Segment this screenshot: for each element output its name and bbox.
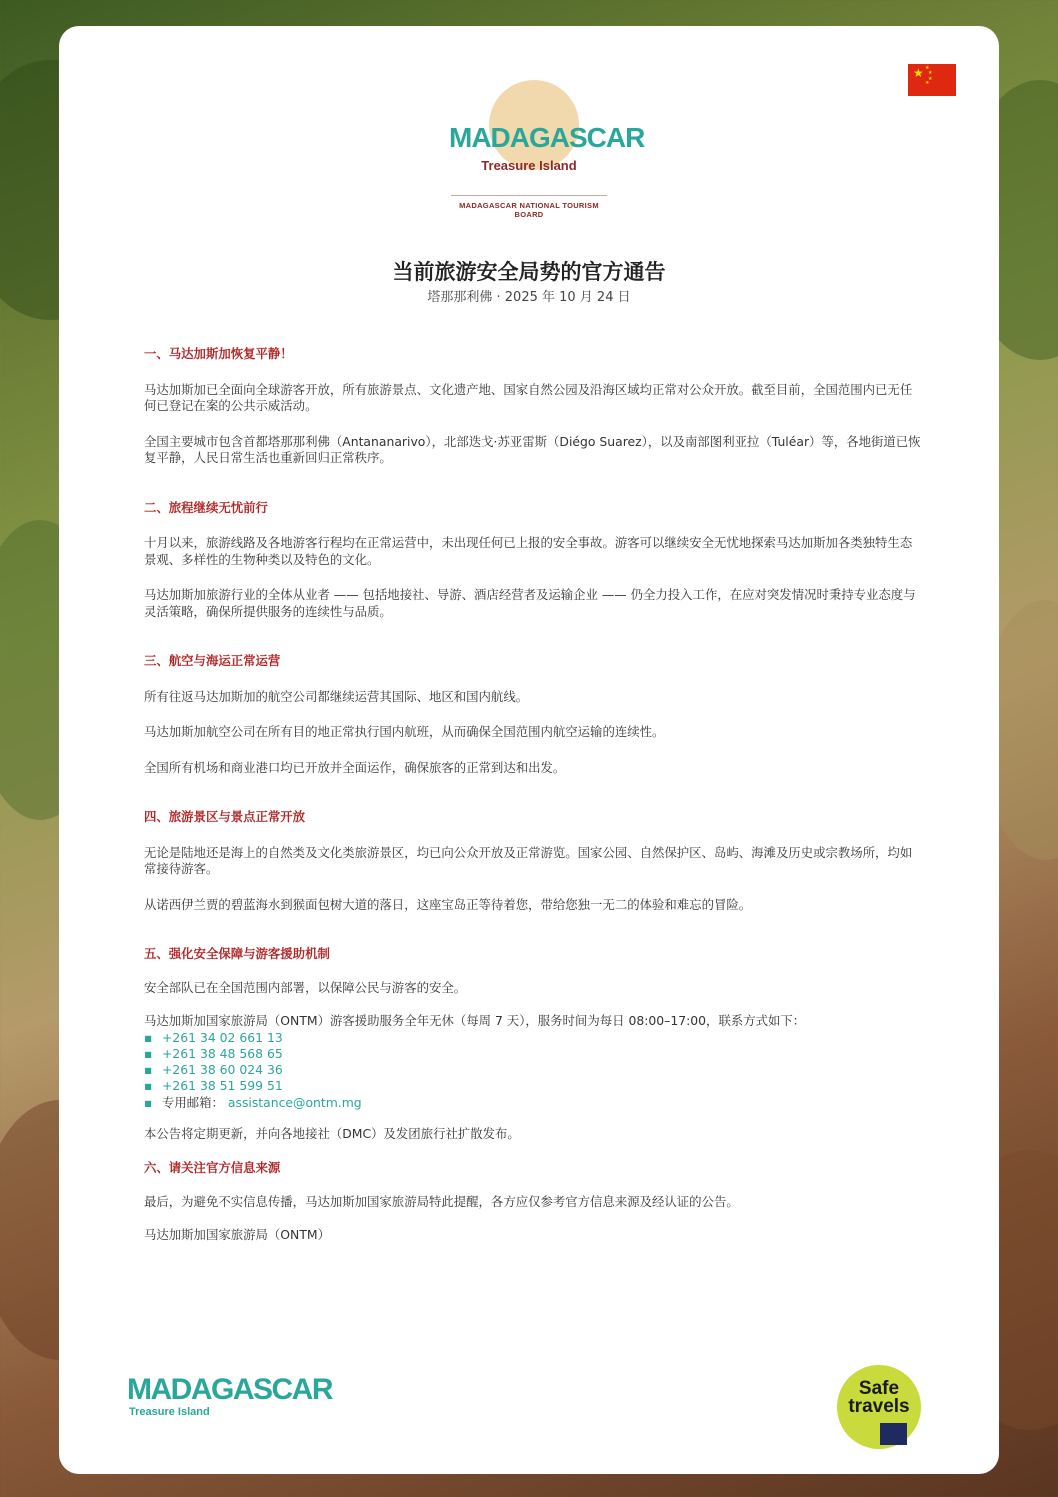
phone-number-link[interactable]: ▪ +261 38 51 599 51 — [144, 1078, 924, 1094]
contact-list — [144, 1030, 924, 1111]
safe-badge-line2: travels — [848, 1396, 910, 1417]
paragraph: 最后，为避免不实信息传播，马达加斯加国家旅游局特此提醒，各方应仅参考官方信息来源及经认证的公告。 — [144, 1193, 739, 1209]
paragraph: 全国主要城市包含首都塔那那利佛（Antananarivo），北部迭戈·苏亚雷斯（Diégo Suarez），以及南部图利亚拉（Tuléar）等，各地街道已恢复平静，人民日常生活也重新回归正常秩序。 — [144, 433, 921, 465]
section-heading: 六、请关注官方信息来源 — [144, 1160, 281, 1176]
section-heading: 四、旅游景区与景点正常开放 — [144, 809, 306, 824]
paragraph: 马达加斯加国家旅游局（ONTM）游客援助服务全年无休（每周 7 天），服务时间为每日 08:00–17:00，联系方式如下： — [144, 1013, 806, 1028]
email-item — [144, 1095, 924, 1111]
wttc-stamp-icon — [880, 1423, 907, 1445]
paragraph: 全国所有机场和商业港口均已开放并全面运作，确保旅客的正常到达和出发。 — [144, 759, 566, 775]
paragraph: 从诺西伊兰贾的碧蓝海水到猴面包树大道的落日，这座宝岛正等待着您，带给您独一无二的体验和难忘的冒险。 — [144, 896, 752, 912]
section-1 — [144, 346, 924, 467]
dateline: 塔那那利佛 · 2025 年 10 月 24 日 — [427, 290, 631, 305]
paragraph: 马达加斯加旅游行业的全体从业者 —— 包括地接社、导游、酒店经营者及运输企业 —— 仍全力投入工作，在应对突发情况时秉持专业态度与灵活策略，确保所提供服务的连续性与品质。 — [144, 587, 916, 619]
email-label: 专用邮箱： — [162, 1094, 224, 1110]
china-flag-icon: ★ ★ ★ ★ ★ — [908, 64, 956, 96]
section-5 — [144, 946, 924, 1142]
logo-board-name: MADAGASCAR NATIONAL TOURISM BOARD — [459, 201, 599, 219]
section-2 — [144, 500, 924, 621]
logo-divider — [451, 195, 607, 196]
logo-tagline: Treasure Island — [481, 158, 577, 173]
section-heading: 五、强化安全保障与游客援助机制 — [144, 946, 330, 961]
paragraph: 本公告将定期更新，并向各地接社（DMC）及发团旅行社扩散发布。 — [144, 1125, 520, 1141]
section-6 — [144, 1160, 924, 1244]
madagascar-logo — [449, 70, 645, 240]
paragraph: 安全部队已在全国范围内部署，以保障公民与游客的安全。 — [144, 979, 467, 995]
section-heading: 一、马达加斯加恢复平静！ — [144, 346, 293, 361]
paragraph: 所有往返马达加斯加的航空公司都继续运营其国际、地区和国内航线。 — [144, 688, 529, 704]
safe-badge-line1: Safe — [858, 1378, 900, 1399]
safe-travels-badge — [837, 1365, 921, 1449]
footer-logo-tagline: Treasure Island — [129, 1406, 210, 1418]
phone-number-link[interactable]: ▪ +261 34 02 661 13 — [144, 1030, 924, 1046]
paragraph: 无论是陆地还是海上的自然类及文化类旅游景区，均已向公众开放及正常游览。国家公园、自然保护区、岛屿、海滩及历史或宗教场所，均如常接待游客。 — [144, 844, 913, 876]
phone-number-link[interactable]: ▪ +261 38 60 024 36 — [144, 1062, 924, 1078]
page-title: 当前旅游安全局势的官方通告 — [392, 260, 666, 284]
signature: 马达加斯加国家旅游局（ONTM） — [144, 1227, 330, 1243]
section-4 — [144, 809, 924, 913]
phone-number-link[interactable]: ▪ +261 38 48 568 65 — [144, 1046, 924, 1062]
paragraph: 马达加斯加已全面向全球游客开放，所有旅游景点、文化遗产地、国家自然公园及沿海区域均正常对公众开放。截至目前，全国范围内已无任何已登记在案的公共示威活动。 — [144, 381, 913, 413]
notice-card — [59, 26, 999, 1474]
section-3 — [144, 653, 924, 776]
logo-wordmark: MADAGASCAR — [449, 122, 645, 153]
paragraph: 马达加斯加航空公司在所有目的地正常执行国内航班，从而确保全国范围内航空运输的连续性。 — [144, 724, 665, 739]
notice-body — [144, 346, 924, 1244]
email-link[interactable]: assistance@ontm.mg — [227, 1094, 362, 1110]
section-heading: 二、旅程继续无忧前行 — [144, 499, 268, 515]
section-heading: 三、航空与海运正常运营 — [144, 653, 281, 668]
madagascar-logo-footer — [127, 1373, 332, 1434]
footer-logo-wordmark: MADAGASCAR — [127, 1373, 332, 1406]
paragraph: 十月以来，旅游线路及各地游客行程均在正常运营中，未出现任何已上报的安全事故。游客可以继续安全无忧地探索马达加斯加各类独特生态景观、多样性的生物种类以及特色的文化。 — [144, 535, 913, 567]
